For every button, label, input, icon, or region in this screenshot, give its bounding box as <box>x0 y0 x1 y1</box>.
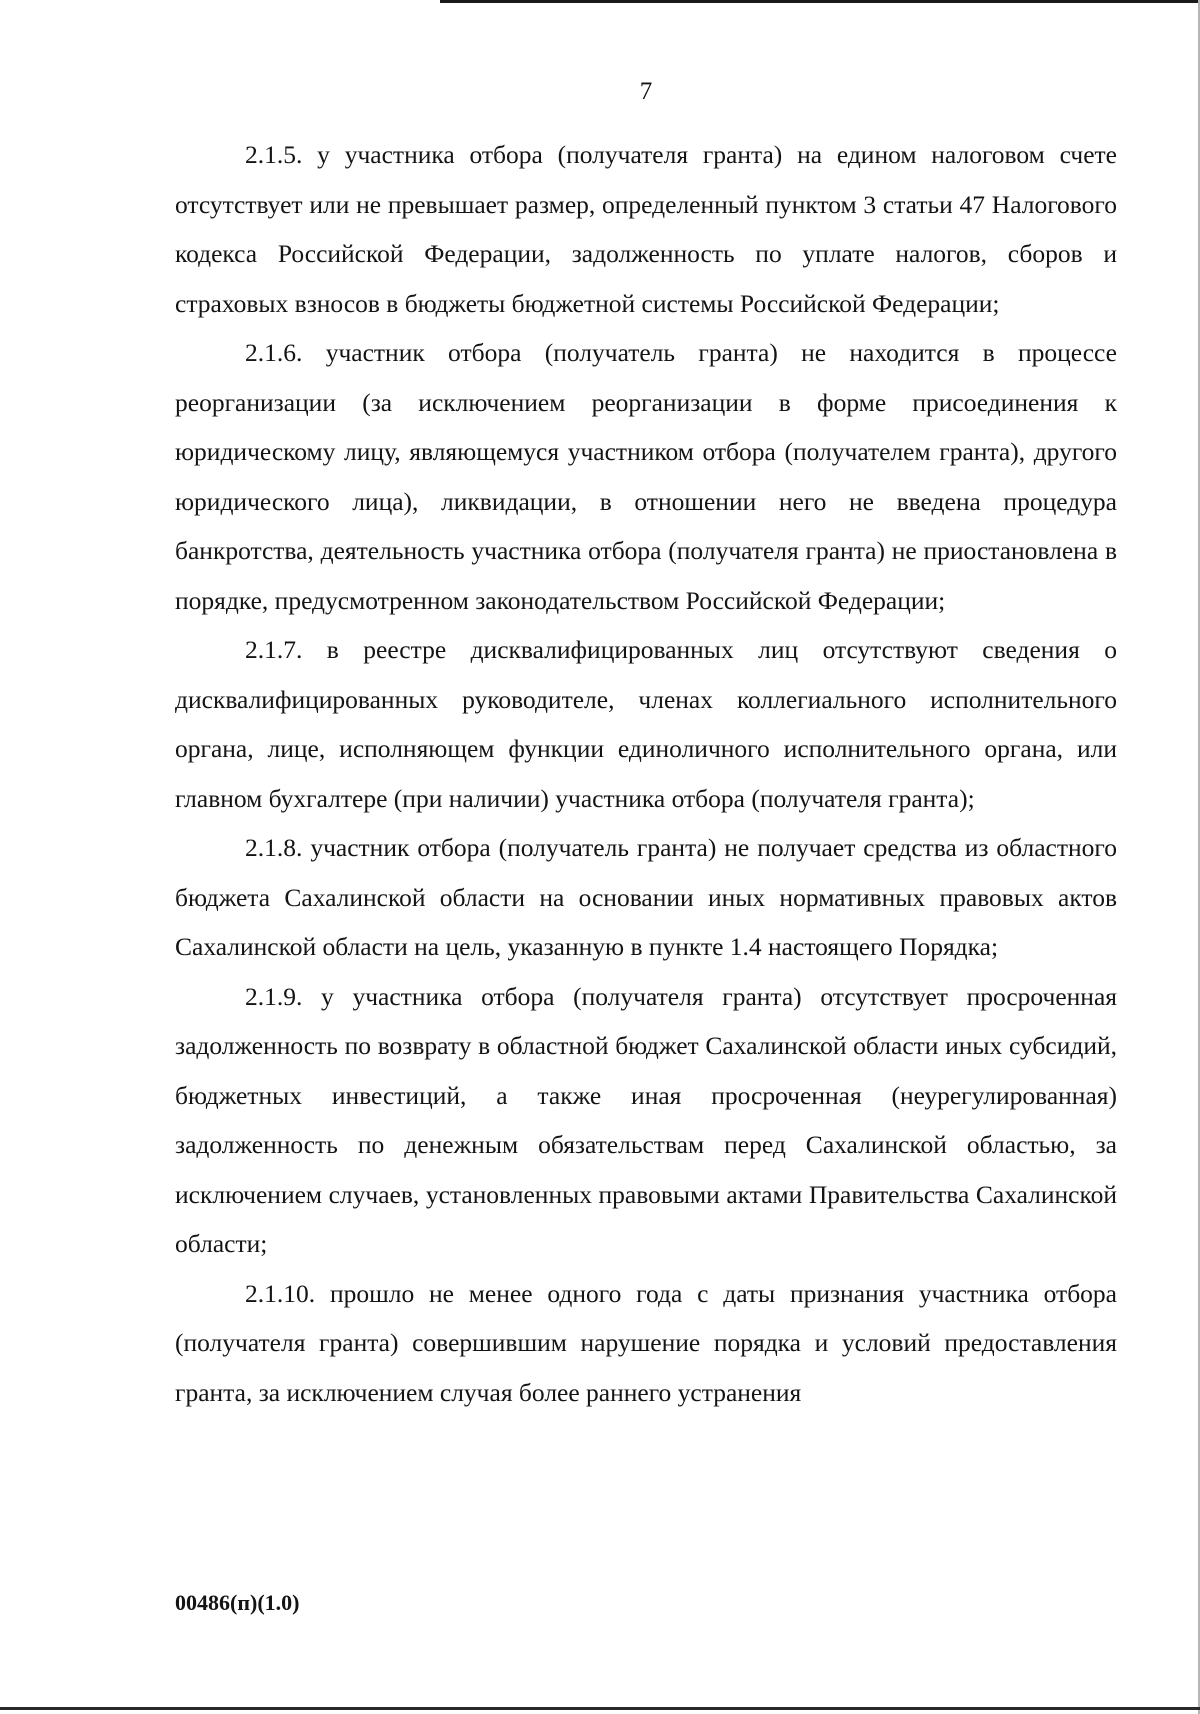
document-body <box>175 130 1117 1417</box>
page-number: 7 <box>639 78 653 105</box>
paragraph-2-1-8: 2.1.8. участник отбора (получатель гранта) не получает средства из областного бюджета Сахалинской области на основании иных нормативных правовых актов Сахалинской области на цель, указанную в пункте 1.4 настоящего Порядка; <box>175 833 1117 961</box>
scan-border-top <box>440 0 1200 3</box>
paragraph-2-1-9: 2.1.9. у участника отбора (получателя гранта) отсутствует просроченная задолженность по возврату в областной бюджет Сахалинской области иных субсидий, бюджетных инвестиций, а также иная просроченная (неурегулированная) задолженность по денежным обязательствам перед Сахалинской областью, за исключением случаев, установленных правовыми актами Правительства Сахалинской области; <box>175 981 1117 1258</box>
paragraph-2-1-7: 2.1.7. в реестре дисквалифицированных лиц отсутствуют сведения о дисквалифицированных руководителе, членах коллегиального исполнительного органа, лице, исполняющем функции единоличного исполнительного органа, или главном бухгалтере (при наличии) участника отбора (получателя гранта); <box>175 635 1117 813</box>
paragraph-2-1-5: 2.1.5. у участника отбора (получателя гранта) на едином налоговом счете отсутствует или не превышает размер, определенный пунктом 3 статьи 47 Налогового кодекса Российской Федерации, задолженность по уплате налогов, сборов и страховых взносов в бюджеты бюджетной системы Российской Федерации; <box>175 140 1117 318</box>
document-code: 00486(п)(1.0) <box>175 1590 300 1615</box>
paragraph-2-1-6: 2.1.6. участник отбора (получатель гранта) не находится в процессе реорганизации (за исключением реорганизации в форме присоединения к юридическому лицу, являющемуся участником отбора (получателем гранта), другого юридического лица), ликвидации, в отношении него не введена процедура банкротства, деятельность участника отбора (получателя гранта) не приостановлена в порядке, предусмотренном законодательством Российской Федерации; <box>175 338 1117 615</box>
paragraph-2-1-10: 2.1.10. прошло не менее одного года с даты признания участника отбора (получателя гранта) совершившим нарушение порядка и условий предоставления гранта, за исключением случая более раннего устранения <box>175 1278 1117 1407</box>
scan-border-bottom <box>0 1707 1200 1710</box>
